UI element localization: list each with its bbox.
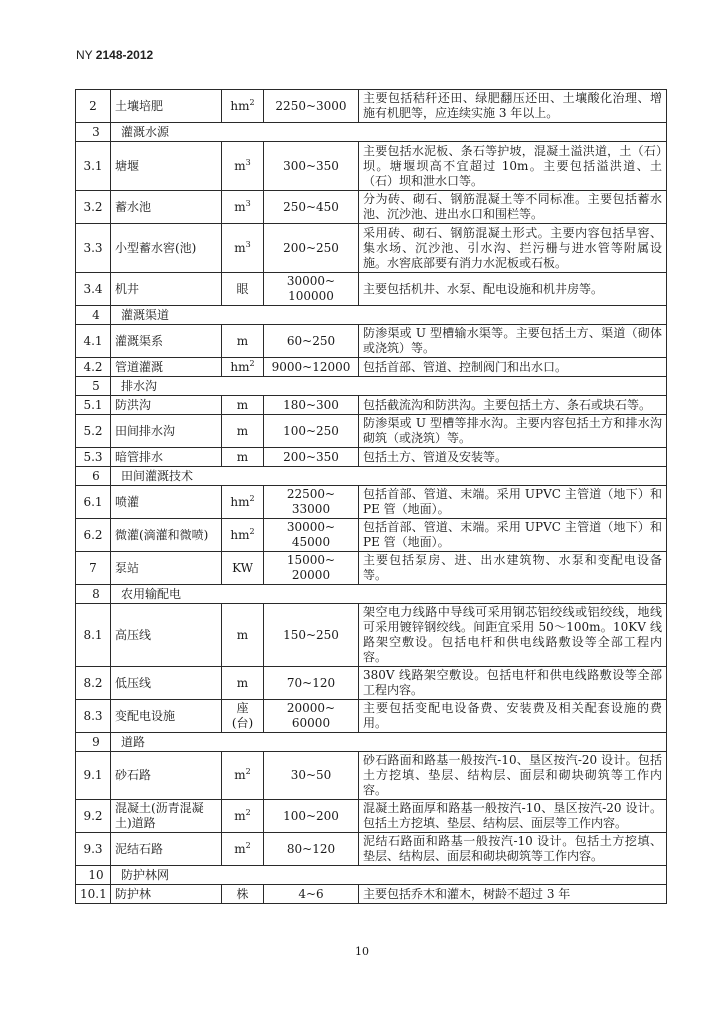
unit-cell (222, 224, 264, 273)
item-name: 微灌(滴灌和微喷) (111, 519, 222, 552)
unit-price: 200~250 (264, 224, 359, 273)
unit-base: m (236, 333, 249, 348)
unit-cell (222, 667, 264, 700)
category-row (76, 585, 667, 604)
item-number: 3.4 (76, 273, 111, 306)
item-name: 变配电设施 (111, 700, 222, 733)
unit-exponent: 2 (245, 807, 251, 817)
item-description: 分为砖、砌石、钢筋混凝土等不同标准。主要包括蓄水池、沉沙池、进出水口和围栏等。 (359, 191, 667, 224)
item-description: 包括土方、管道及安装等。 (359, 448, 667, 467)
category-row (76, 377, 667, 396)
unit-price: 15000~ 20000 (264, 552, 359, 585)
unit-exponent: 2 (249, 493, 255, 503)
item-number: 9 (76, 733, 111, 752)
category-row (76, 306, 667, 325)
item-description: 主要包括变配电设备费、安装费及相关配套设施的费用。 (359, 700, 667, 733)
unit-base: m (234, 240, 246, 255)
item-number: 9.3 (76, 833, 111, 866)
unit-price: 300~350 (264, 142, 359, 191)
unit-price: 100~200 (264, 800, 359, 833)
item-name: 管道灌溉 (111, 358, 222, 377)
unit-price: 150~250 (264, 604, 359, 667)
item-number: 3.3 (76, 224, 111, 273)
item-description: 架空电力线路中导线可采用钢芯铝绞线或铝绞线，地线可采用镀锌钢绞线。间距宜采用 50～100m。10KV 线路架空敷设。包括电杆和供电线路敷设等全部工程内容。 (359, 604, 667, 667)
category-name: 灌溉渠道 (111, 306, 667, 325)
item-name: 灌溉渠系 (111, 325, 222, 358)
item-name: 泵站 (111, 552, 222, 585)
category-row (76, 866, 667, 885)
unit-price: 60~250 (264, 325, 359, 358)
unit-base: m (234, 768, 246, 782)
item-description: 防渗渠或 U 型槽等排水沟。主要内容包括土方和排水沟砌筑（或浇筑）等。 (359, 415, 667, 448)
item-description: 泥结石路面和路基一般按汽-10 设计。包括土方挖填、垫层、结构层、面层和砌块砌筑等工作内容。 (359, 833, 667, 866)
item-description: 主要包括水泥板、条石等护坡，混凝土溢洪道，土（石）坝。塘堰坝高不宜超过 10m。主要包括溢洪道、土（石）坝和泄水口等。 (359, 142, 667, 191)
unit-price: 20000~ 60000 (264, 700, 359, 733)
item-name: 砂石路 (111, 752, 222, 800)
item-number: 3.2 (76, 191, 111, 224)
unit-cell (222, 448, 264, 467)
item-number: 10 (76, 866, 111, 885)
table-row (76, 90, 667, 123)
category-row (76, 467, 667, 486)
item-number: 5 (76, 377, 111, 396)
unit-cell (222, 191, 264, 224)
item-description: 包括首部、管道、末端。采用 UPVC 主管道（地下）和 PE 管（地面）。 (359, 519, 667, 552)
unit-cell (222, 519, 264, 552)
item-description: 混凝土路面厚和路基一般按汽-10、垦区按汽-20 设计。包括土方挖填、垫层、结构层、面层等工作内容。 (359, 800, 667, 833)
unit-exponent: 2 (245, 840, 251, 850)
unit-cell (222, 885, 264, 904)
item-description: 防渗渠或 U 型槽输水渠等。主要包括土方、渠道（砌体或浇筑）等。 (359, 325, 667, 358)
item-description: 主要包括泵房、进、出水建筑物、水泵和变配电设备等。 (359, 552, 667, 585)
item-number: 5.2 (76, 415, 111, 448)
unit-price: 30000~ 100000 (264, 273, 359, 306)
item-description: 380V 线路架空敷设。包括电杆和供电线路敷设等全部工程内容。 (359, 667, 667, 700)
item-number: 8.3 (76, 700, 111, 733)
item-description: 主要包括秸秆还田、绿肥翻压还田、土壤酸化治理、增施有机肥等，应连续实施 3 年以上。 (359, 90, 667, 123)
item-number: 10.1 (76, 885, 111, 904)
item-name: 机井 (111, 273, 222, 306)
unit-base: 座 (台) (231, 701, 254, 730)
item-description: 包括截流沟和防洪沟。主要包括土方、条石或块石等。 (359, 396, 667, 415)
standard-header (76, 48, 153, 62)
table-row (76, 325, 667, 358)
item-name: 蓄水池 (111, 191, 222, 224)
unit-base: hm (230, 527, 250, 542)
table-row (76, 833, 667, 866)
unit-cell (222, 325, 264, 358)
table-row (76, 448, 667, 467)
category-name: 灌溉水源 (111, 123, 667, 142)
category-name: 防护林网 (111, 866, 667, 885)
table-row (76, 486, 667, 519)
unit-price: 9000~12000 (264, 358, 359, 377)
item-description: 采用砖、砌石、钢筋混凝土形式。主要内容包括旱窖、集水场、沉沙池、引水沟、拦污栅与进水管等附属设施。水窖底部要有消力水泥板或石板。 (359, 224, 667, 273)
item-description: 包括首部、管道、控制阀门和出水口。 (359, 358, 667, 377)
item-name: 泥结石路 (111, 833, 222, 866)
table-row (76, 667, 667, 700)
table-row (76, 396, 667, 415)
table-row (76, 800, 667, 833)
item-number: 8.2 (76, 667, 111, 700)
unit-base: m (234, 199, 246, 214)
table-row (76, 224, 667, 273)
item-number: 9.1 (76, 752, 111, 800)
unit-base: hm (230, 494, 250, 509)
unit-cell (222, 833, 264, 866)
item-description: 主要包括机井、水泵、配电设施和机井房等。 (359, 273, 667, 306)
table-row (76, 885, 667, 904)
standard-code: 2148-2012 (95, 48, 154, 62)
category-row (76, 733, 667, 752)
unit-price: 22500~ 33000 (264, 486, 359, 519)
unit-base: m (234, 841, 246, 856)
unit-cell (222, 358, 264, 377)
item-description: 砂石路面和路基一般按汽-10、垦区按汽-20 设计。包括土方挖填、垫层、结构层、面层和砌块砌筑等工作内容。 (359, 752, 667, 800)
unit-exponent: 3 (245, 239, 251, 249)
table-body (76, 90, 667, 904)
unit-cell (222, 142, 264, 191)
item-description: 主要包括乔木和灌木，树龄不超过 3 年 (359, 885, 667, 904)
table-row (76, 191, 667, 224)
category-name: 排水沟 (111, 377, 667, 396)
item-number: 7 (76, 552, 111, 585)
unit-price: 30000~ 45000 (264, 519, 359, 552)
unit-exponent: 2 (249, 526, 255, 536)
unit-base: hm (230, 98, 250, 113)
item-number: 6 (76, 467, 111, 486)
unit-base: m (236, 423, 249, 438)
unit-price: 2250~3000 (264, 90, 359, 123)
item-number: 6.1 (76, 486, 111, 519)
item-number: 2 (76, 90, 111, 123)
item-number: 3.1 (76, 142, 111, 191)
unit-price: 250~450 (264, 191, 359, 224)
unit-exponent: 3 (245, 198, 251, 208)
unit-base: 株 (236, 886, 249, 901)
item-number: 4.1 (76, 325, 111, 358)
category-name: 农用输配电 (111, 585, 667, 604)
unit-cell (222, 415, 264, 448)
cost-standard-table (75, 89, 667, 904)
category-name: 田间灌溉技术 (111, 467, 667, 486)
table-row (76, 273, 667, 306)
unit-base: hm (230, 359, 250, 374)
item-number: 9.2 (76, 800, 111, 833)
unit-price: 80~120 (264, 833, 359, 866)
unit-cell (222, 552, 264, 585)
item-number: 4.2 (76, 358, 111, 377)
item-number: 5.1 (76, 396, 111, 415)
unit-base: m (236, 397, 249, 412)
unit-base: m (234, 808, 246, 823)
table-row (76, 415, 667, 448)
item-name: 塘堰 (111, 142, 222, 191)
unit-cell (222, 700, 264, 733)
unit-price: 30~50 (264, 752, 359, 800)
unit-base: m (236, 675, 249, 690)
item-name: 土壤培肥 (111, 90, 222, 123)
unit-price: 180~300 (264, 396, 359, 415)
item-number: 6.2 (76, 519, 111, 552)
unit-exponent: 2 (249, 358, 255, 368)
unit-cell (222, 800, 264, 833)
standard-prefix: NY (76, 48, 96, 62)
unit-base: m (236, 449, 249, 464)
page-number: 10 (355, 945, 369, 958)
item-name: 田间排水沟 (111, 415, 222, 448)
unit-exponent: 2 (245, 767, 251, 776)
unit-base: KW (232, 560, 253, 575)
unit-cell (222, 604, 264, 667)
item-description: 包括首部、管道、末端。采用 UPVC 主管道（地下）和 PE 管（地面）。 (359, 486, 667, 519)
unit-price: 200~350 (264, 448, 359, 467)
item-number: 5.3 (76, 448, 111, 467)
unit-exponent: 2 (249, 97, 255, 107)
item-name: 小型蓄水窖(池) (111, 224, 222, 273)
item-name: 防护林 (111, 885, 222, 904)
item-number: 4 (76, 306, 111, 325)
table-row (76, 142, 667, 191)
item-name: 喷灌 (111, 486, 222, 519)
unit-cell (222, 752, 264, 800)
item-name: 高压线 (111, 604, 222, 667)
unit-price: 4~6 (264, 885, 359, 904)
table-row (76, 552, 667, 585)
unit-base: 眼 (236, 281, 249, 296)
table-row (76, 358, 667, 377)
table-row (76, 700, 667, 733)
unit-cell (222, 396, 264, 415)
item-name: 暗管排水 (111, 448, 222, 467)
unit-price: 70~120 (264, 667, 359, 700)
item-number: 8 (76, 585, 111, 604)
unit-exponent: 3 (245, 157, 251, 167)
table-row (76, 752, 667, 800)
unit-base: m (234, 158, 246, 173)
item-name: 混凝土(沥青混凝土)道路 (111, 800, 222, 833)
table-row (76, 604, 667, 667)
item-number: 3 (76, 123, 111, 142)
unit-price: 100~250 (264, 415, 359, 448)
item-name: 低压线 (111, 667, 222, 700)
category-name: 道路 (111, 733, 667, 752)
unit-base: m (236, 627, 249, 642)
table-row (76, 519, 667, 552)
item-name: 防洪沟 (111, 396, 222, 415)
unit-cell (222, 273, 264, 306)
unit-cell (222, 486, 264, 519)
category-row (76, 123, 667, 142)
item-number: 8.1 (76, 604, 111, 667)
unit-cell (222, 90, 264, 123)
